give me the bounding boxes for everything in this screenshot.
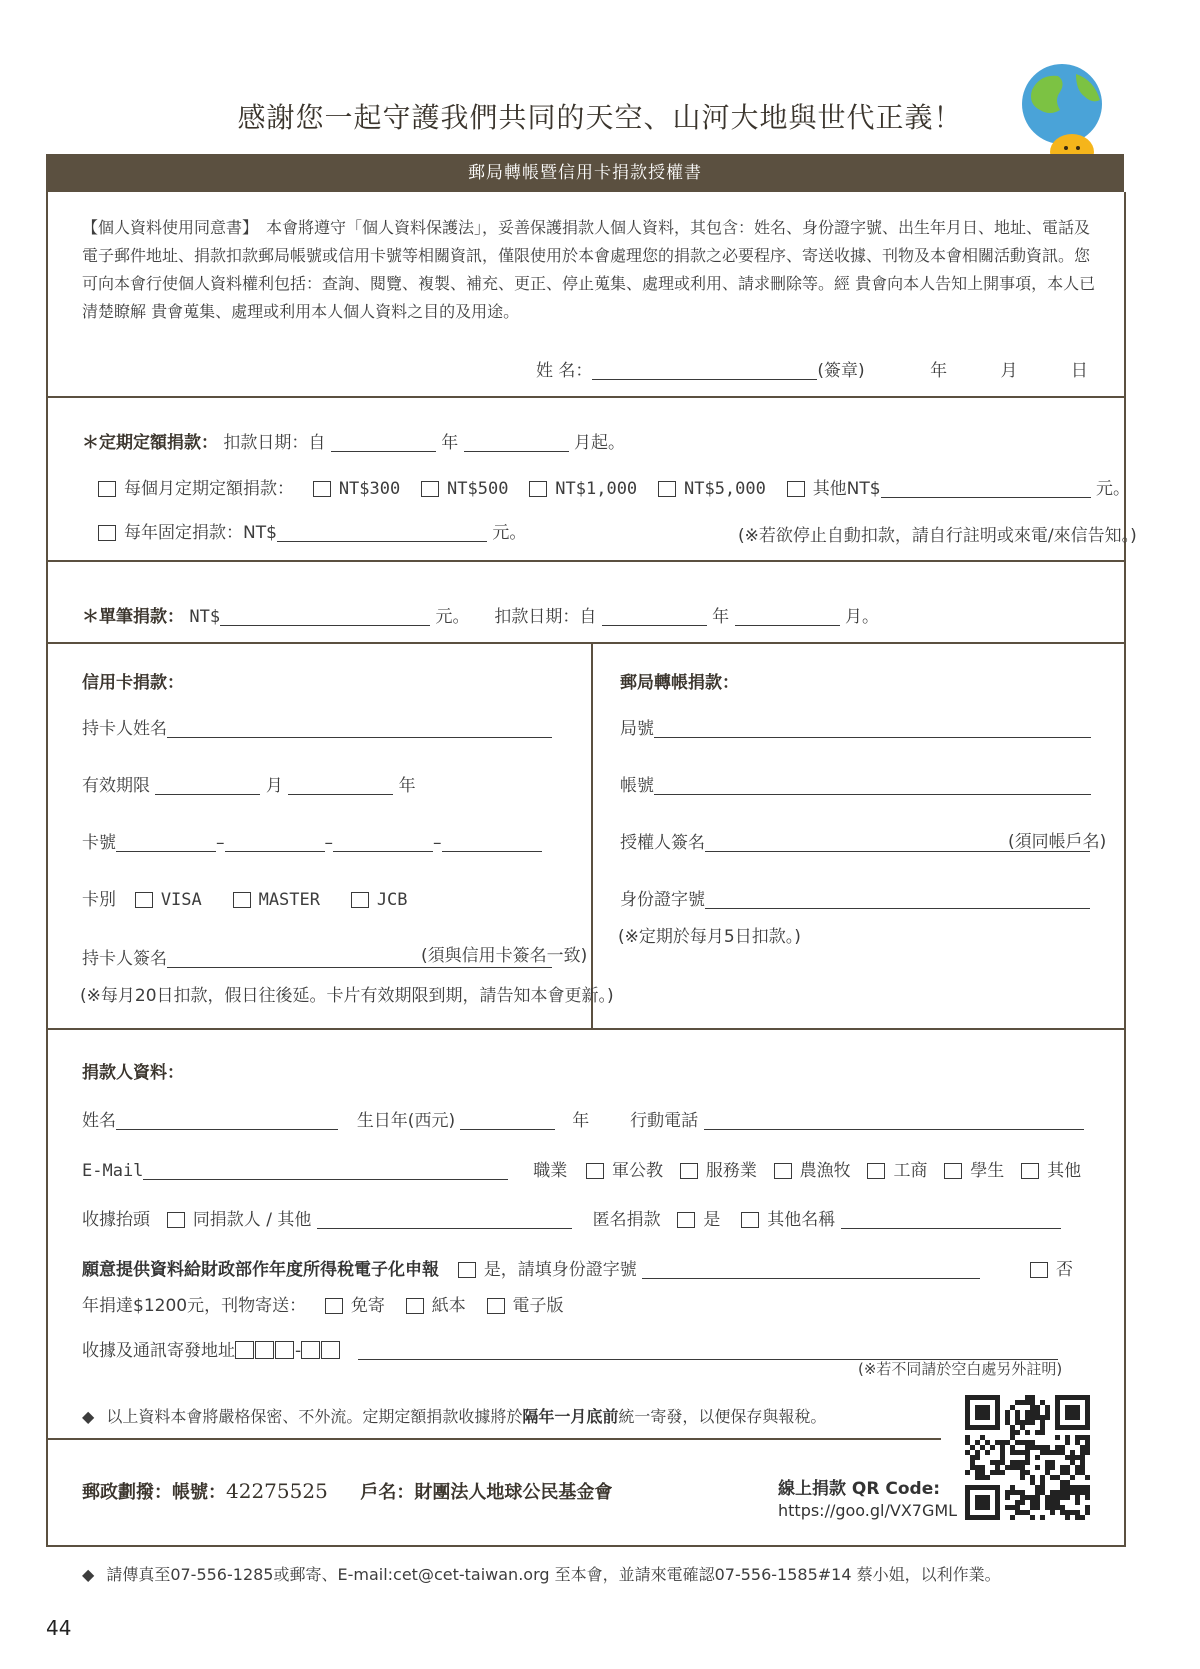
birth-year-label: 生日年(西元) [356,1111,456,1131]
magazine-none-label: 免寄 [350,1296,385,1316]
master-label: MASTER [258,890,320,910]
single-year-field[interactable] [602,607,707,626]
same-account-name-note: (須同帳戶名) [1008,832,1107,852]
yuan-label: 元。 [435,607,470,627]
tax-label: 願意提供資料給財政部作年度所得稅電子化申報 [82,1260,439,1280]
monthly-label: 每個月定期定額捐款： [124,479,294,499]
account-no-field[interactable] [654,776,1091,795]
yearly-amount-field[interactable] [277,523,487,542]
account-no-row [620,771,1091,796]
donor-name-label: 姓名 [82,1111,116,1131]
postal-account-label: 郵政劃撥：帳號： [82,1482,226,1503]
card-type-label: 卡別 [82,890,116,910]
sign-consistency-note: (須與信用卡簽名一致) [421,946,588,966]
page-number: 44 [46,1616,72,1640]
card-expiry-month-field[interactable] [155,776,260,795]
tax-row [82,1255,980,1280]
option-5000-label: NT$5,000 [683,479,766,499]
job-other-label: 其他 [1047,1161,1082,1181]
card-number-field-1[interactable] [116,833,216,852]
privacy-bold: 隔年一月底前 [522,1407,619,1426]
diamond-icon: ◆ [82,1407,95,1426]
receipt-row [82,1205,1061,1230]
month-label: 月 [265,776,283,796]
yuan-label: 元。 [492,523,527,543]
recurring-date-row [82,428,625,453]
zip-box-4[interactable] [301,1341,320,1359]
dash-label: – [433,833,442,853]
job-service-checkbox[interactable] [680,1163,698,1179]
job-other-checkbox[interactable] [1021,1163,1039,1179]
yuan-label: 元。 [1096,479,1131,499]
postal-deduct-note: (※定期於每月5日扣款。) [618,927,801,947]
receipt-other-field[interactable] [317,1210,572,1229]
magazine-none-checkbox[interactable] [325,1298,343,1314]
post-office-no-row [620,714,1091,739]
zip-box-1[interactable] [235,1341,254,1359]
yearly-label: 每年固定捐款：NT$ [124,523,277,543]
card-expiry-row [82,771,416,796]
email-job-row [82,1156,1081,1181]
option-500-checkbox[interactable] [421,481,439,497]
dash-label: – [324,833,333,853]
option-500-label: NT$500 [447,479,509,499]
stop-deduction-note: (※若欲停止自動扣款，請自行註明或來電/來信告知。) [738,526,1137,546]
donor-name-row [82,1106,1084,1131]
month-from-label: 月起。 [574,433,626,453]
name-label: 姓 名： [536,361,593,381]
job-agriculture-label: 農漁牧 [799,1161,851,1181]
job-service-label: 服務業 [705,1161,757,1181]
year-label: 年 [441,433,459,453]
job-student-label: 學生 [970,1161,1005,1181]
account-no-label: 帳號 [620,776,654,796]
other-amount-field[interactable] [881,479,1091,498]
divider-privacy [46,1438,941,1440]
post-office-no-field[interactable] [654,719,1091,738]
dash-label: – [216,833,225,853]
postal-id-row [620,885,1090,910]
recurring-title: ＊定期定額捐款： [82,433,218,453]
postal-id-label: 身份證字號 [620,890,705,910]
option-other-label: 其他NT$ [812,479,881,499]
auth-sign-label: 授權人簽名 [620,833,705,853]
card-number-label: 卡號 [82,833,116,853]
card-holder-name-row [82,714,552,739]
job-label: 職業 [533,1161,568,1181]
card-number-field-4[interactable] [442,833,542,852]
single-amount-field[interactable] [220,607,430,626]
bottom-instruction [82,1562,1001,1585]
magazine-paper-label: 紙本 [431,1296,466,1316]
privacy-note [82,1404,826,1427]
anonymous-yes-checkbox[interactable] [677,1212,695,1228]
email-field[interactable] [143,1161,508,1180]
day-label: 日 [1070,361,1088,381]
master-checkbox[interactable] [233,892,251,908]
address-label: 收據及通訊寄發地址 [82,1341,235,1361]
birth-year-field[interactable] [460,1111,555,1130]
other-name-label: 其他名稱 [767,1210,836,1230]
account-holder-label: 戶名： [360,1482,415,1503]
receipt-same-checkbox[interactable] [167,1212,185,1228]
address-note: (※若不同請於空白處另外註明) [858,1360,1063,1378]
privacy-pre: 以上資料本會將嚴格保密、不外流。定期定額捐款收據將於 [106,1407,523,1426]
tax-yes-label: 是，請填身份證字號 [483,1260,637,1280]
single-month-field[interactable] [735,607,840,626]
year-label: 年 [398,776,416,796]
tax-no-label: 否 [1056,1260,1073,1280]
job-student-checkbox[interactable] [944,1163,962,1179]
month-label: 月。 [844,607,879,627]
anonymous-label: 匿名捐款 [592,1210,661,1230]
tax-no-option [1030,1255,1073,1280]
year-label: 年 [572,1111,590,1131]
post-office-no-label: 局號 [620,719,654,739]
account-holder-name: 財團法人地球公民基金會 [414,1482,613,1503]
magazine-row [82,1291,564,1316]
card-expiry-year-field[interactable] [288,776,393,795]
card-holder-name-field[interactable] [167,719,552,738]
seal-label: (簽章) [817,361,865,381]
card-holder-name-label: 持卡人姓名 [82,719,167,739]
job-business-checkbox[interactable] [867,1163,885,1179]
magazine-digital-label: 電子版 [512,1296,564,1316]
donation-url[interactable]: https://goo.gl/VX7GML [778,1501,958,1520]
visa-checkbox[interactable] [135,892,153,908]
recurring-start-year-field[interactable] [331,433,436,452]
divider-consent [46,396,1124,398]
zip-box-2[interactable] [255,1341,274,1359]
recurring-yearly-row [98,518,526,543]
visa-label: VISA [160,890,202,910]
credit-deduct-note: (※每月20日扣款，假日往後延。卡片有效期限到期，請告知本會更新。) [80,986,614,1006]
postal-transfer-info [82,1478,612,1504]
job-military-label: 軍公教 [612,1161,664,1181]
job-agriculture-checkbox[interactable] [774,1163,792,1179]
jcb-checkbox[interactable] [351,892,369,908]
zip-box-5[interactable] [321,1341,340,1359]
consent-text: 【個人資料使用同意書】 本會將遵守「個人資料保護法」，妥善保護捐款人個人資料，其包含：姓名、身份證字號、出生年月日、地址、電話及電子郵件地址、捐款扣款郵局帳號或信用卡號等相關資訊，僅限使用於本會處理您的捐款之必要程序、寄送收據、刊物及本會相關活動資訊。您可向本會行使個人資料權利包括：查詢、閱覽、複製、補充、更正、停止蒐集、處理或利用、請求刪除等。經 貴會向本人告知上開事項，本人已清楚瞭解 貴會蒐集、處理或利用本人個人資料之目的及用途。 [82,218,1096,321]
jcb-label: JCB [376,890,408,910]
single-date-label: 扣款日期：自 [494,607,597,627]
option-1000-label: NT$1,000 [555,479,638,499]
option-300-label: NT$300 [338,479,401,499]
recurring-date-label: 扣款日期：自 [223,433,326,453]
recurring-monthly-row [98,474,1130,499]
card-type-row [82,885,408,910]
month-label: 月 [1000,361,1018,381]
card-expiry-label: 有效期限 [82,776,150,796]
qr-code-icon[interactable] [965,1395,1090,1520]
option-300-checkbox[interactable] [313,481,331,497]
tax-yes-checkbox[interactable] [458,1262,476,1278]
privacy-post: 統一寄發，以便保存與報稅。 [618,1407,827,1426]
anonymous-yes-label: 是 [703,1210,721,1230]
tax-id-field[interactable] [642,1260,980,1279]
other-name-checkbox[interactable] [741,1212,759,1228]
single-title: ＊單筆捐款： [82,607,184,627]
card-holder-sign-label: 持卡人簽名 [82,949,167,969]
mobile-label: 行動電話 [630,1111,699,1131]
qr-label: 線上捐款 QR Code: [778,1479,941,1499]
other-name-field[interactable] [841,1210,1061,1229]
postal-id-field[interactable] [705,890,1090,909]
year-label: 年 [930,361,948,381]
zip-hyphen: - [295,1341,302,1361]
email-label: E-Mail [82,1161,144,1181]
card-number-field-3[interactable] [333,833,433,852]
divider-payment [46,1028,1124,1030]
job-business-label: 工商 [893,1161,928,1181]
tax-no-checkbox[interactable] [1030,1262,1048,1278]
receipt-title-label: 收據抬頭 [82,1210,150,1230]
year-label: 年 [712,607,730,627]
single-donation-row [82,602,879,627]
magazine-digital-checkbox[interactable] [487,1298,505,1314]
mobile-field[interactable] [704,1111,1084,1130]
job-military-checkbox[interactable] [586,1163,604,1179]
form-title-bar: 郵局轉帳暨信用卡捐款授權書 [46,154,1124,192]
yearly-checkbox[interactable] [98,525,116,541]
postal-account-number: 42275525 [226,1479,328,1503]
option-1000-checkbox[interactable] [529,481,547,497]
name-signature-field[interactable] [592,361,817,380]
credit-title: 信用卡捐款： [82,673,184,693]
divider-recurring [46,560,1124,562]
magazine-paper-checkbox[interactable] [406,1298,424,1314]
divider-payment-columns [591,642,593,1028]
card-number-field-2[interactable] [225,833,325,852]
consent-signature-row [536,356,1088,381]
magazine-label: 年捐達$1200元，刊物寄送： [82,1296,307,1316]
bottom-instruction-text: 請傳真至07-556-1285或郵寄、E-mail:cet@cet-taiwan.org 至本會，並請來電確認07-556-1585#14 蔡小姐，以利作業。 [106,1565,1001,1584]
recurring-start-month-field[interactable] [464,433,569,452]
postal-title: 郵局轉帳捐款： [620,673,739,693]
nt-label: NT$ [189,607,221,627]
donor-name-field[interactable] [116,1111,338,1130]
card-number-row [82,828,542,853]
diamond-icon: ◆ [82,1565,95,1584]
zip-box-3[interactable] [275,1341,294,1359]
divider-single [46,642,1124,644]
receipt-option-label: 同捐款人 / 其他 [192,1210,312,1230]
page-headline: 感謝您一起守護我們共同的天空、山河大地與世代正義！ [237,101,963,134]
option-other-checkbox[interactable] [787,481,805,497]
donor-title: 捐款人資料： [82,1063,184,1083]
option-5000-checkbox[interactable] [658,481,676,497]
monthly-checkbox[interactable] [98,481,116,497]
